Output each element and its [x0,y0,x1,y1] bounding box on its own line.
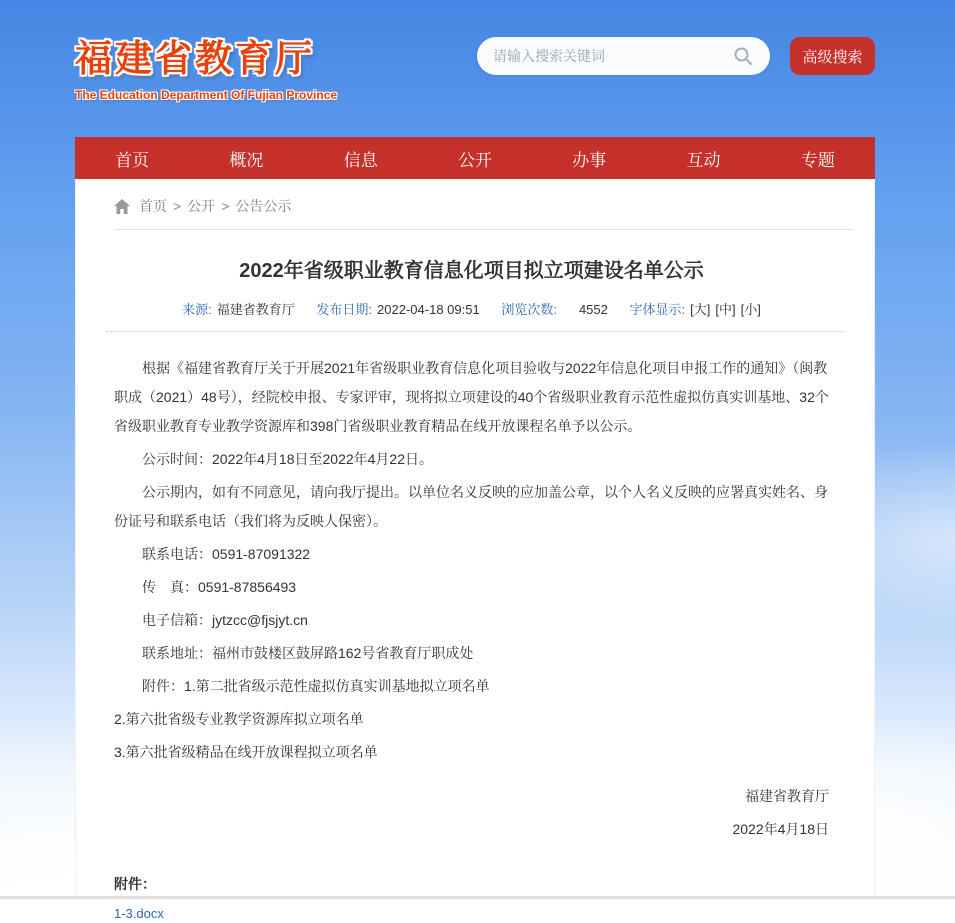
breadcrumb-announcements[interactable]: 公告公示 [235,198,292,214]
paragraph-intro: 根据《福建省教育厅关于开展2021年省级职业教育信息化项目验收与2022年信息化项目申报工作的通知》（闽教职成（2021）48号），经院校申报、专家评审，现将拟立项建设的40个省级职业教育示范性虚拟仿真实训基地、32个省级职业教育专业教学资源库和398门省级职业教育精品在线开放课程名单予以公示。 [114,360,829,434]
article-meta [114,299,829,318]
main-nav [75,137,875,179]
nav-item-topics[interactable]: 专题 [800,150,835,170]
content-panel [75,179,875,921]
font-size-large[interactable]: [大] [690,302,711,317]
site-logo-subtitle: The Education Department Of Fujian Province [75,88,338,102]
search-box[interactable] [477,37,770,75]
meta-divider [106,331,844,332]
meta-fontsize [630,302,761,317]
nav-item-services[interactable]: 办事 [572,150,607,170]
attachment-label: 附件： [114,876,156,892]
meta-source-value: 福建省教育厅 [216,302,295,317]
paragraph-annex-3: 3.第六批省级精品在线开放课程拟立项名单 [114,744,378,760]
attachment-file-link[interactable]: 1-3.docx [114,906,164,921]
site-logo[interactable] [75,28,337,102]
font-size-small[interactable]: [小] [740,302,761,317]
signature-block [114,782,829,844]
search-icon[interactable] [732,45,754,67]
nav-item-disclosure[interactable]: 公开 [457,150,492,170]
meta-date-value: 2022-04-18 09:51 [377,302,480,317]
nav-item-information[interactable]: 信息 [343,150,378,170]
paragraph-fax: 传 真：0591-87856493 [142,579,297,595]
paragraph-phone: 联系电话：0591-87091322 [142,546,311,562]
meta-fontsize-label: 字体显示: [629,302,686,317]
signature-org: 福建省教育厅 [745,788,829,804]
meta-views-value: 4552 [578,302,608,317]
paragraph-feedback: 公示期内，如有不同意见，请向我厅提出。以单位名义反映的应加盖公章，以个人名义反映的应署真实姓名、身份证号和联系电话（我们将为反映人保密）。 [114,484,828,529]
meta-views-label: 浏览次数: [501,302,557,317]
meta-views [501,302,608,317]
breadcrumb-separator: > [221,198,230,214]
advanced-search-button[interactable]: 高级搜索 [790,37,875,75]
site-logo-title: 福建省教育厅 [75,38,315,79]
meta-source [182,302,295,317]
breadcrumb-separator: > [173,198,182,214]
paragraph-annex-2: 2.第六批省级专业教学资源库拟立项名单 [114,711,364,727]
meta-date [316,302,479,317]
footer-divider [0,896,955,899]
article-body [114,354,829,767]
nav-item-home[interactable]: 首页 [115,150,150,170]
breadcrumb [114,179,854,230]
attachment-section [76,848,874,923]
paragraph-publicity-period: 公示时间：2022年4月18日至2022年4月22日。 [142,451,434,467]
page-title: 2022年省级职业教育信息化项目拟立项建设名单公示 [239,260,704,282]
nav-item-interaction[interactable]: 互动 [686,150,721,170]
paragraph-address: 联系地址：福州市鼓楼区鼓屏路162号省教育厅职成处 [142,645,474,661]
breadcrumb-home[interactable]: 首页 [139,198,167,214]
search-input[interactable] [493,48,732,64]
signature-date: 2022年4月18日 [732,821,829,837]
font-size-medium[interactable]: [中] [715,302,736,317]
home-icon[interactable] [114,199,130,214]
site-header [75,0,875,137]
paragraph-annex-1: 附件：1.第二批省级示范性虚拟仿真实训基地拟立项名单 [142,678,490,694]
breadcrumb-disclosure[interactable]: 公开 [187,198,216,214]
meta-source-label: 来源: [182,302,212,317]
article [76,230,874,844]
nav-item-overview[interactable]: 概况 [229,150,264,170]
meta-date-label: 发布日期: [316,302,373,317]
paragraph-email: 电子信箱：jytzcc@fjsjyt.cn [142,612,308,628]
